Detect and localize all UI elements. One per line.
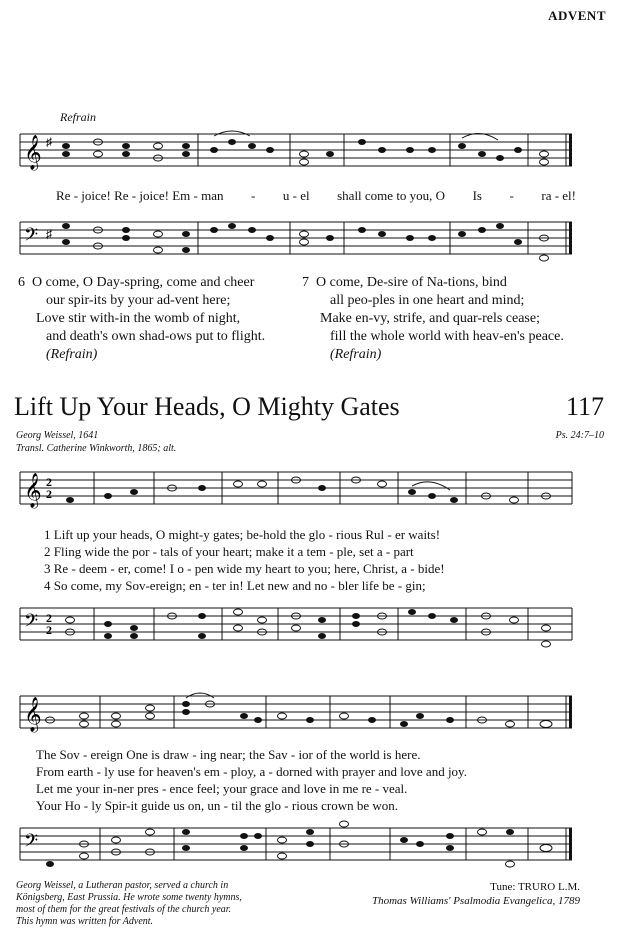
svg-text:𝄢: 𝄢 [24,831,39,856]
verse-7 [302,274,564,364]
translator-credit: Transl. Catherine Winkworth, 1865; alt. [16,443,177,454]
system2-verse-4: Your Ho - ly Spir-it guide us on, un - til the glo - rious crown be won. [36,798,399,813]
system2-lyrics [36,746,467,814]
hymn-title: Lift Up Your Heads, O Mighty Gates [14,392,400,421]
svg-text:2: 2 [46,623,52,637]
svg-text:2: 2 [46,475,52,489]
system2-verse-1: The Sov - ereign One is draw - ing near; the Sav - ior of the world is here. [36,747,421,762]
verse-6-refrain: (Refrain) [46,347,98,362]
refrain-lyric-1: Re - joice! Re - joice! Em - man [56,188,224,203]
refrain-lyric-5: Is [472,188,482,203]
refrain-treble-staff [0,128,640,172]
system2-bass-staff [0,820,640,870]
system1-verse-2: 2 Fling wide the por - tals of your heart; make it a tem - ple, set a - part [44,544,414,559]
verse-6-line-1: O come, O Day-spring, come and cheer [32,275,255,290]
refrain-lyric-6: - [509,188,514,203]
verse-7-line-4: fill the whole world with heav-en's peace. [330,329,564,344]
verse-7-line-3: Make en-vy, strife, and quar-rels cease; [320,311,540,326]
system1-bass-staff [0,600,640,650]
tune-credit [372,880,580,908]
tune-source: Thomas Williams' Psalmodia Evangelica, 1789 [372,895,580,907]
verse-7-line-1: O come, De-sire of Na-tions, bind [316,275,507,290]
svg-text:𝄞: 𝄞 [24,697,42,732]
svg-text:2: 2 [46,487,52,501]
system1-verse-1: 1 Lift up your heads, O might-y gates; be-hold the glo - rious Rul - er waits! [44,527,441,542]
refrain-lyric-3: u - el [282,188,310,203]
system2-verse-2: From earth - ly use for heaven's em - ploy, a - dorned with prayer and love and joy. [36,764,467,779]
verse-6-line-2: our spir-its by your ad-vent here; [46,293,231,308]
scripture-ref: Ps. 24:7–10 [555,430,604,441]
refrain-lyric-4: shall come to you, O [337,188,446,203]
svg-text:𝄞: 𝄞 [24,473,42,508]
svg-text:𝄞: 𝄞 [24,135,42,170]
tune-name: Tune: TRURO L.M. [490,881,580,893]
refrain-bass-staff [0,214,640,264]
system1-verse-3: 3 Re - deem - er, come! I o - pen wide my heart to you; here, Christ, a - bide! [44,561,445,576]
section-label: ADVENT [548,8,606,23]
refrain-lyrics [56,188,576,204]
verse-6 [18,274,265,364]
svg-text:♯: ♯ [46,227,52,241]
system1-treble-staff [0,466,640,522]
verse-6-number: 6 [18,275,25,290]
system1-lyrics [44,526,445,594]
svg-text:♯: ♯ [46,135,52,149]
footer-note-line-3: most of them for the great festivals of the church year. [16,904,232,915]
svg-text:𝄢: 𝄢 [24,611,39,636]
verse-7-refrain: (Refrain) [330,347,382,362]
svg-text:2: 2 [46,611,52,625]
system2-treble-staff [0,686,640,742]
footer-note-line-4: This hymn was written for Advent. [16,916,154,927]
refrain-lyric-7: ra - el! [541,188,576,203]
author-credit: Georg Weissel, 1641 [16,430,99,441]
system2-verse-3: Let me your in-ner pres - ence feel; your grace and love in me re - veal. [36,781,408,796]
verse-6-line-3: Love stir with-in the womb of night, [36,311,241,326]
svg-text:𝄢: 𝄢 [24,225,39,250]
verse-6-line-4: and death's own shad-ows put to flight. [46,329,266,344]
system1-verse-4: 4 So come, my Sov-ereign; en - ter in! Let new and no - bler life be - gin; [44,578,426,593]
refrain-lyric-2: - [251,188,256,203]
footer-note [16,880,242,928]
refrain-label: Refrain [60,110,96,124]
verse-7-number: 7 [302,275,309,290]
hymn-number: 117 [565,392,604,421]
footer-note-line-2: Königsberg, East Prussia. He wrote some twenty hymns, [16,892,242,903]
footer-note-line-1: Georg Weissel, a Lutheran pastor, served a church in [16,880,229,891]
verse-7-line-2: all peo-ples in one heart and mind; [330,293,525,308]
